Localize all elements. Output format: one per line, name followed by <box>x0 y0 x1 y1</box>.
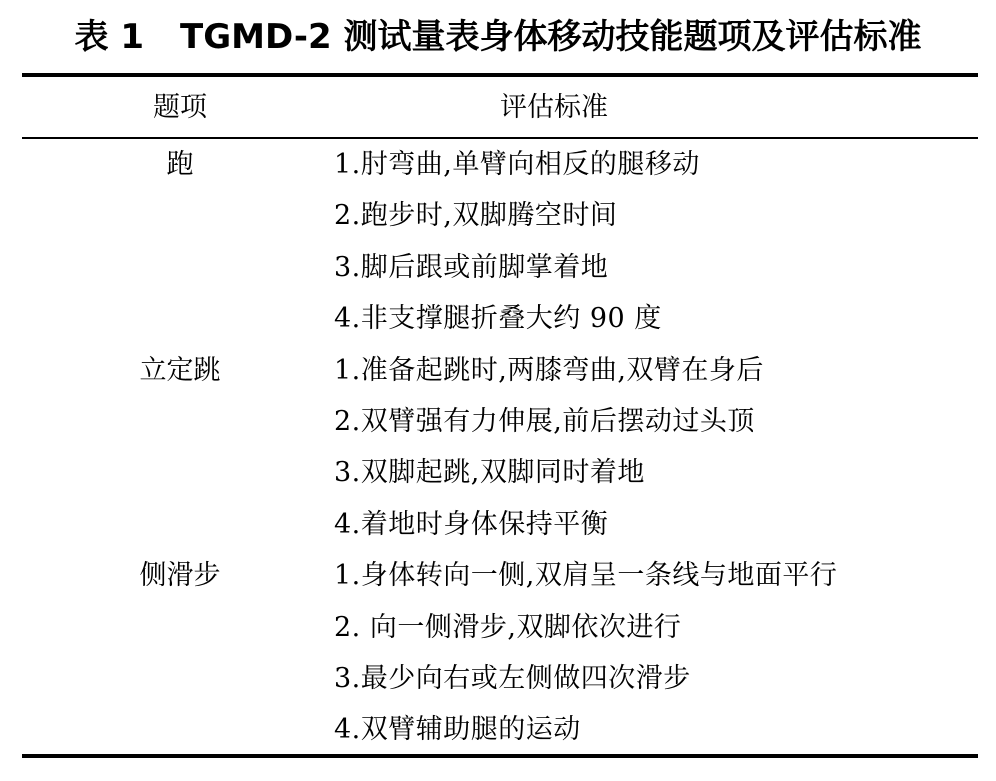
table-row <box>0 396 996 447</box>
table-row <box>0 345 996 396</box>
criterion-cell: 1.肘弯曲,单臂向相反的腿移动 <box>334 149 700 180</box>
table-row <box>0 447 996 498</box>
table-number: 表 1 <box>74 17 145 57</box>
criterion-cell: 2. 向一侧滑步,双脚依次进行 <box>334 611 682 643</box>
table-top-rule <box>22 73 978 77</box>
table-bottom-rule <box>22 754 978 758</box>
table-row <box>0 293 996 344</box>
criterion-cell: 1.身体转向一侧,双肩呈一条线与地面平行 <box>334 560 838 592</box>
table-row <box>0 653 996 704</box>
criterion-cell: 4.非支撑腿折叠大约 90 度 <box>334 303 662 335</box>
table-caption <box>0 12 996 62</box>
criterion-cell: 3.脚后跟或前脚掌着地 <box>334 251 609 283</box>
column-header-criteria: 评估标准 <box>500 92 608 123</box>
criterion-cell: 1.准备起跳时,两膝弯曲,双臂在身后 <box>334 354 764 386</box>
table-title: TGMD-2 测试量表身体移动技能题项及评估标准 <box>180 17 922 57</box>
item-cell: 侧滑步 <box>139 560 221 592</box>
table-row <box>0 190 996 241</box>
table-body <box>0 139 996 756</box>
table-row <box>0 139 996 190</box>
table-row <box>0 602 996 653</box>
item-cell: 立定跳 <box>139 354 221 386</box>
criterion-cell: 3.最少向右或左侧做四次滑步 <box>334 662 691 694</box>
criterion-cell: 3.双脚起跳,双脚同时着地 <box>334 457 645 489</box>
criterion-cell: 2.跑步时,双脚腾空时间 <box>334 200 618 232</box>
table-row <box>0 704 996 755</box>
table-row <box>0 499 996 550</box>
criterion-cell: 4.着地时身体保持平衡 <box>334 508 609 540</box>
table-row <box>0 242 996 293</box>
column-header-item: 题项 <box>153 92 207 123</box>
criterion-cell: 4.双臂辅助腿的运动 <box>334 714 581 746</box>
criterion-cell: 2.双臂强有力伸展,前后摆动过头顶 <box>334 405 755 437</box>
table-row <box>0 550 996 601</box>
item-cell: 跑 <box>166 149 194 180</box>
